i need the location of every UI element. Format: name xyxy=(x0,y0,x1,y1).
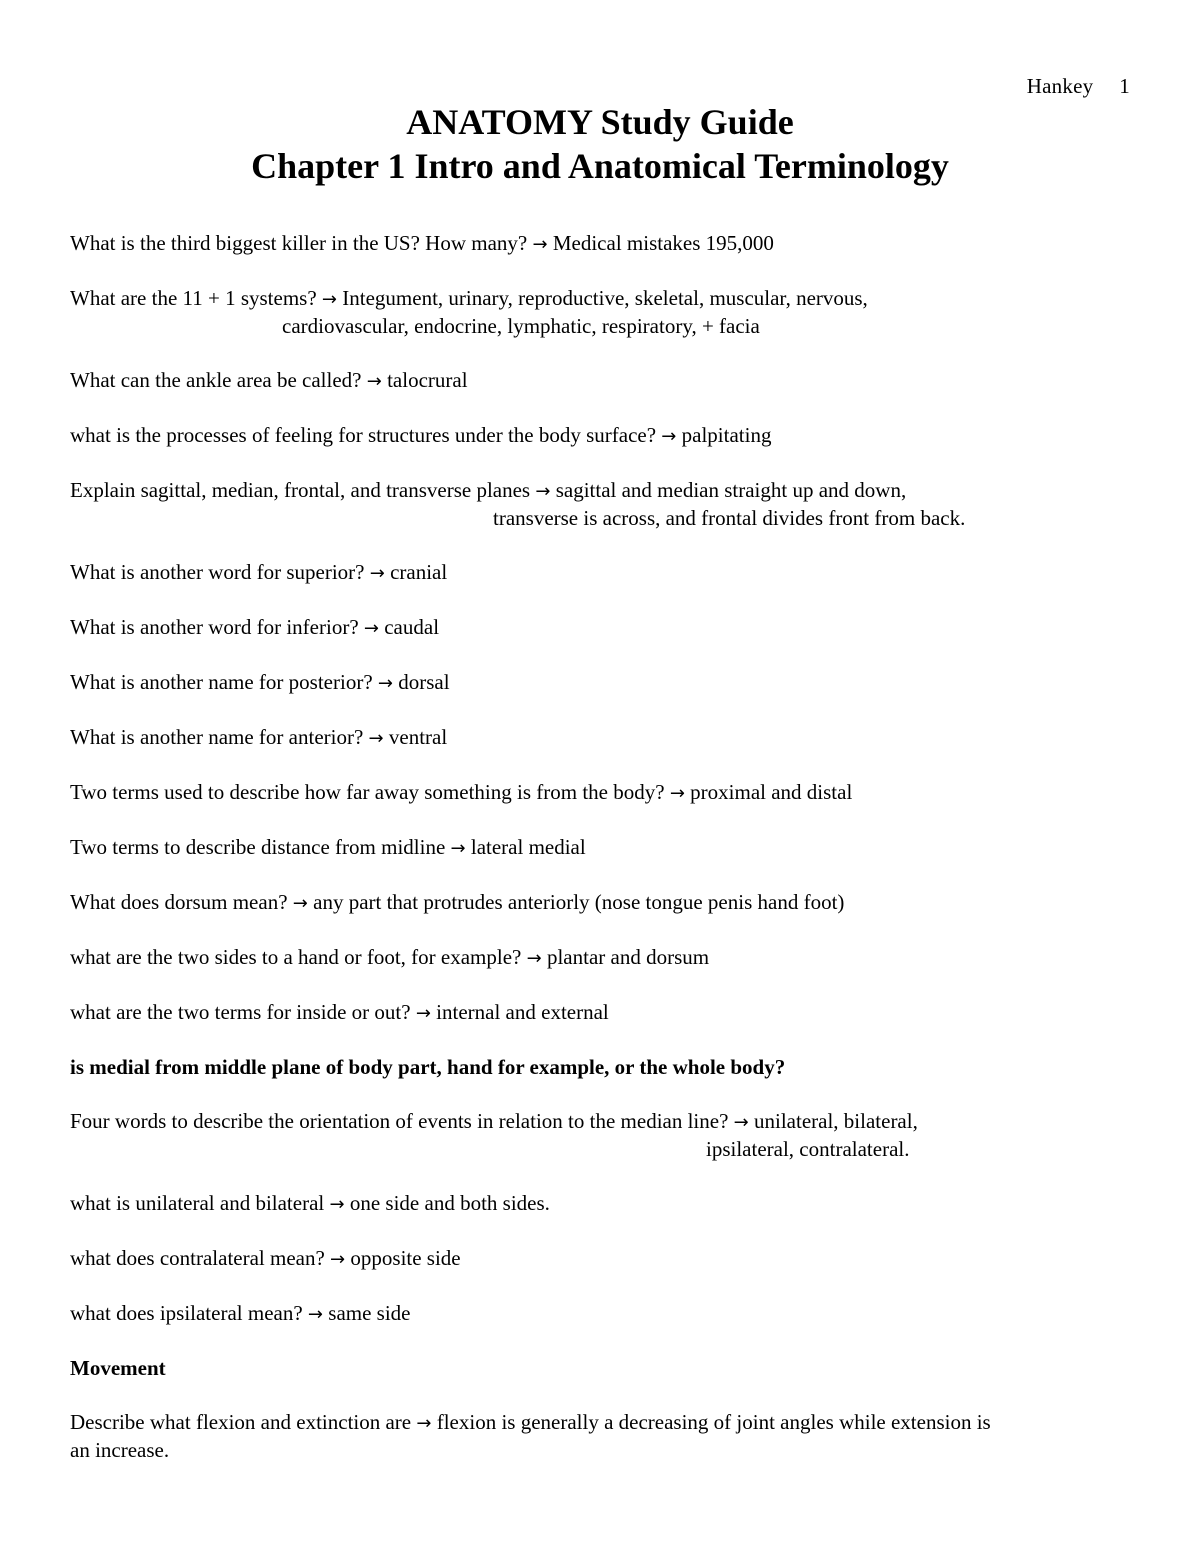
arrow-icon: → xyxy=(363,618,379,639)
question-text: what are the two terms for inside or out? xyxy=(70,1000,411,1024)
qa-item xyxy=(70,834,1130,862)
qa-item xyxy=(70,559,1130,587)
document-body xyxy=(70,230,1130,1491)
qa-item xyxy=(70,779,1130,807)
answer-text: one side and both sides. xyxy=(349,1191,550,1215)
header-author: Hankey xyxy=(1026,74,1094,98)
arrow-icon: → xyxy=(368,728,384,749)
answer-text: opposite side xyxy=(350,1246,461,1270)
qa-item xyxy=(70,669,1130,697)
question-text: What is another word for superior? xyxy=(70,560,365,584)
section-heading xyxy=(70,1355,1130,1382)
arrow-icon: → xyxy=(526,948,542,969)
qa-item xyxy=(70,1300,1130,1328)
arrow-icon: → xyxy=(321,289,338,310)
question-text: what does contralateral mean? xyxy=(70,1246,325,1270)
answer-continuation: transverse is across, and frontal divides front from back. xyxy=(493,506,966,530)
qa-item-unanswered xyxy=(70,1054,1130,1081)
title-line-2: Chapter 1 Intro and Anatomical Terminology xyxy=(251,146,949,186)
question-text: What is another word for inferior? xyxy=(70,615,359,639)
arrow-icon: → xyxy=(330,1249,346,1270)
answer-text: dorsal xyxy=(398,670,450,694)
header-page-number: 1 xyxy=(1119,74,1130,98)
question-text: what is unilateral and bilateral xyxy=(70,1191,325,1215)
question-text: What is another name for anterior? xyxy=(70,725,364,749)
answer-continuation: ipsilateral, contralateral. xyxy=(706,1137,910,1161)
answer-text: lateral medial xyxy=(470,835,586,859)
arrow-icon: → xyxy=(416,1413,432,1434)
question-text: is medial from middle plane of body part, hand for example, or the whole body? xyxy=(70,1055,786,1079)
qa-item xyxy=(70,889,1130,917)
title-line-1: ANATOMY Study Guide xyxy=(406,102,794,142)
arrow-icon: → xyxy=(450,838,466,859)
answer-text: palpitating xyxy=(681,423,772,447)
qa-item xyxy=(70,1108,1130,1163)
qa-item xyxy=(70,422,1130,450)
section-heading-text: Movement xyxy=(70,1356,166,1380)
answer-text: flexion is generally a decreasing of joint angles while extension is xyxy=(436,1410,991,1434)
answer-text: ventral xyxy=(388,725,448,749)
question-text: Four words to describe the orientation of events in relation to the median line? xyxy=(70,1109,729,1133)
answer-text: proximal and distal xyxy=(690,780,853,804)
arrow-icon: → xyxy=(369,563,385,584)
question-text: Describe what flexion and extinction are xyxy=(70,1410,412,1434)
page-header xyxy=(1027,74,1130,99)
answer-continuation: cardiovascular, endocrine, lymphatic, respiratory, + facia xyxy=(282,314,760,338)
question-text: What are the 11 + 1 systems? xyxy=(70,286,317,310)
question-text: what are the two sides to a hand or foot, for example? xyxy=(70,945,522,969)
arrow-icon: → xyxy=(669,783,685,804)
qa-item xyxy=(70,477,1130,532)
arrow-icon: → xyxy=(329,1194,345,1215)
qa-item xyxy=(70,944,1130,972)
answer-text: sagittal and median straight up and down, xyxy=(555,478,907,502)
question-text: What does dorsum mean? xyxy=(70,890,288,914)
question-text: What is another name for posterior? xyxy=(70,670,373,694)
arrow-icon: → xyxy=(366,371,382,392)
qa-item xyxy=(70,724,1130,752)
question-text: Two terms used to describe how far away something is from the body? xyxy=(70,780,665,804)
arrow-icon: → xyxy=(292,893,308,914)
answer-text: Integument, urinary, reproductive, skeletal, muscular, nervous, xyxy=(342,286,868,310)
answer-continuation: an increase. xyxy=(70,1438,170,1462)
qa-item xyxy=(70,999,1130,1027)
question-text: Explain sagittal, median, frontal, and transverse planes xyxy=(70,478,531,502)
qa-item xyxy=(70,367,1130,395)
question-text: what does ipsilateral mean? xyxy=(70,1301,303,1325)
arrow-icon: → xyxy=(377,673,393,694)
arrow-icon: → xyxy=(532,234,548,255)
answer-text: Medical mistakes 195,000 xyxy=(552,231,774,255)
answer-text: cranial xyxy=(390,560,448,584)
qa-item xyxy=(70,1409,1130,1464)
qa-item xyxy=(70,1245,1130,1273)
qa-item xyxy=(70,285,1130,340)
question-text: Two terms to describe distance from midline xyxy=(70,835,446,859)
answer-text: caudal xyxy=(384,615,440,639)
question-text: what is the processes of feeling for structures under the body surface? xyxy=(70,423,657,447)
document-title xyxy=(0,100,1200,188)
arrow-icon: → xyxy=(535,481,551,502)
answer-text: any part that protrudes anteriorly (nose tongue penis hand foot) xyxy=(313,890,845,914)
arrow-icon: → xyxy=(415,1003,431,1024)
arrow-icon: → xyxy=(307,1304,324,1325)
qa-item xyxy=(70,1190,1130,1218)
arrow-icon: → xyxy=(733,1112,749,1133)
question-text: What is the third biggest killer in the US? How many? xyxy=(70,231,528,255)
answer-text: unilateral, bilateral, xyxy=(754,1109,918,1133)
question-text: What can the ankle area be called? xyxy=(70,368,362,392)
answer-text: same side xyxy=(328,1301,411,1325)
answer-text: internal and external xyxy=(436,1000,609,1024)
qa-item xyxy=(70,230,1130,258)
answer-text: plantar and dorsum xyxy=(546,945,710,969)
arrow-icon: → xyxy=(661,426,677,447)
answer-text: talocrural xyxy=(387,368,468,392)
qa-item xyxy=(70,614,1130,642)
